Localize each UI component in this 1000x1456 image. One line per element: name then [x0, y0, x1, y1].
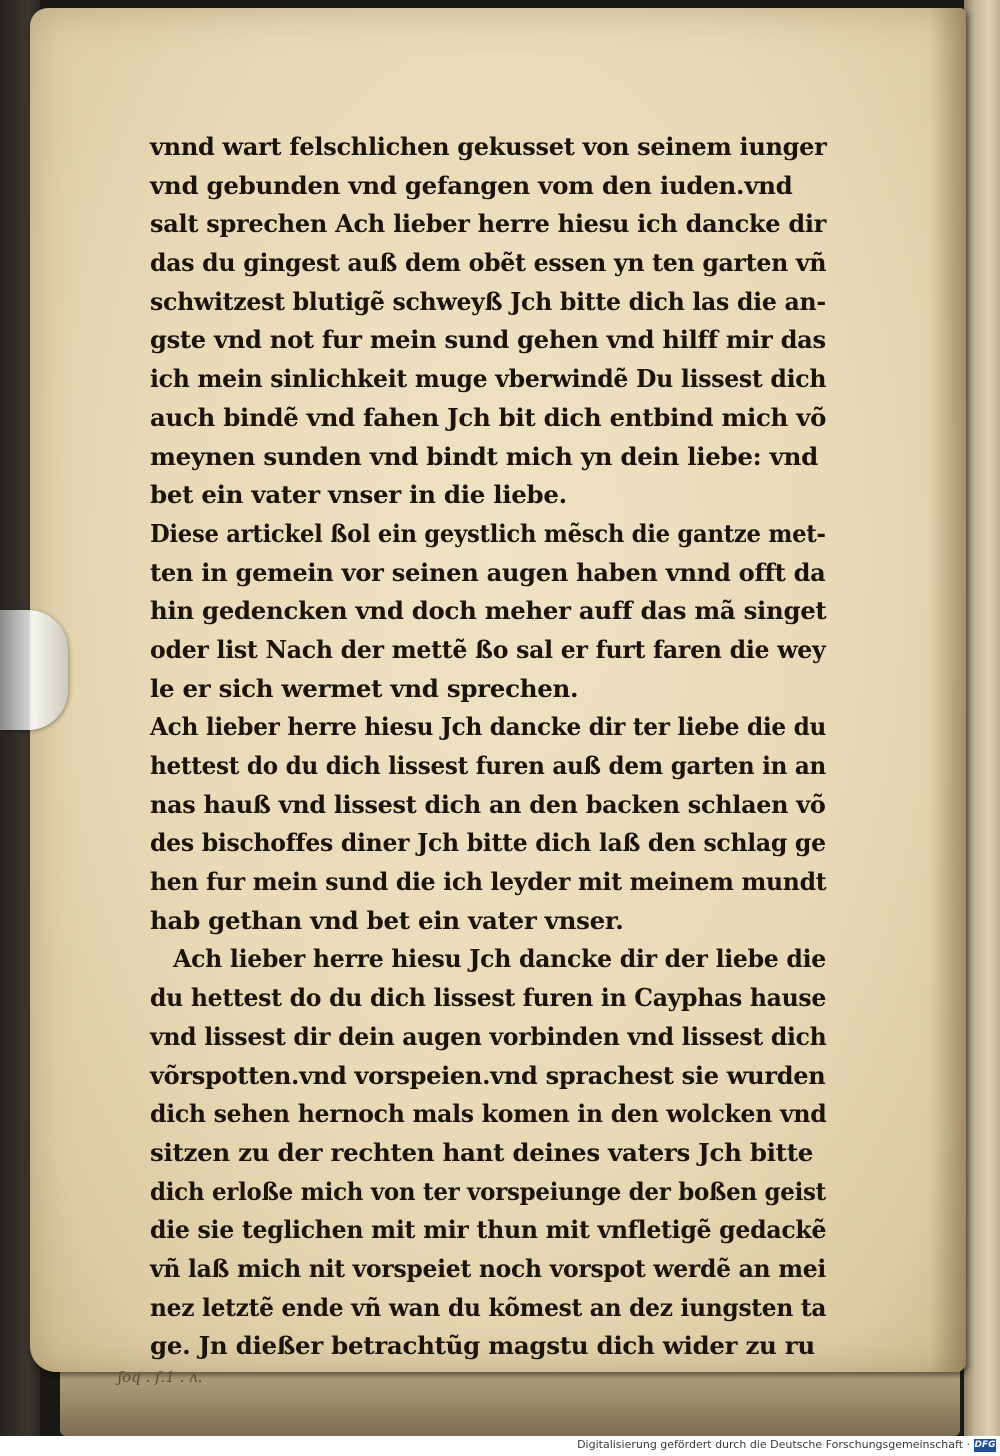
- text-line: Ach lieber herre hiesu Jch dancke dir ter liebe die du: [150, 712, 827, 742]
- text-line: du hettest do du dich lissest furen in Cayphas hause: [150, 983, 827, 1013]
- text-line: das du gingest auß dem obẽt essen yn ten garten vñ: [150, 248, 827, 278]
- printed-text-block: [150, 128, 826, 1366]
- text-line: salt sprechen Ach lieber herre hiesu ich dancke dir: [150, 209, 827, 239]
- text-line: ich mein sinlichkeit muge vberwindẽ Du lissest dich: [150, 364, 827, 394]
- digitization-credit: Digitalisierung gefördert durch die Deutsche Forschungsgemeinschaft ·: [577, 1438, 970, 1451]
- text-line: auch bindẽ vnd fahen Jch bit dich entbind mich võ: [150, 402, 827, 432]
- edge-handwritten-note: ʃoq . ſ.1 . ʌ.: [118, 1368, 203, 1386]
- text-line: nez letztẽ ende vñ wan du kõmest an dez iungsten ta: [150, 1292, 827, 1322]
- text-line: bet ein vater vnser in die liebe.: [150, 480, 567, 510]
- text-line: hen fur mein sund die ich leyder mit meinem mundt: [150, 867, 827, 897]
- text-line: oder list Nach der mettẽ ßo sal er furt faren die wey: [150, 634, 826, 664]
- text-line: hab gethan vnd bet ein vater vnser.: [150, 905, 624, 935]
- text-line: hettest do du dich lissest furen auß dem garten in an: [150, 751, 827, 780]
- text-line: des bischoffes diner Jch bitte dich laß den schlag ge: [150, 828, 826, 858]
- dfg-logo: DFG: [974, 1440, 996, 1450]
- page-holder-clip: [0, 610, 68, 730]
- text-line: ten in gemein vor seinen augen haben vnnd offt da: [150, 557, 826, 587]
- text-line: vnd gebunden vnd gefangen vom den iuden.vnd: [150, 170, 793, 200]
- text-line: le er sich wermet vnd sprechen.: [150, 673, 579, 703]
- text-line: Diese artickel ßol ein geystlich mẽsch die gantze met-: [150, 518, 826, 548]
- text-line: meynen sunden vnd bindt mich yn dein liebe: vnd: [150, 441, 818, 471]
- page-gutter-shadow: [930, 8, 966, 1372]
- facing-page-edge: [964, 0, 1000, 1436]
- text-line: dich erloße mich von ter vorspeiunge der boßen geist: [150, 1176, 826, 1206]
- text-line: nas hauß vnd lissest dich an den backen schlaen võ: [150, 789, 826, 819]
- text-line: schwitzest blutigẽ schweyß Jch bitte dich las die an-: [150, 286, 826, 316]
- text-line: sitzen zu der rechten hant deines vaters Jch bitte: [150, 1137, 813, 1167]
- text-line: vñ laß mich nit vorspeiet noch vorspot werdẽ an mei: [150, 1253, 827, 1283]
- text-line: gste vnd not fur mein sund gehen vnd hilff mir das: [150, 325, 826, 355]
- text-line: vnd lissest dir dein augen vorbinden vnd lissest dich: [150, 1021, 827, 1051]
- text-line: vnnd wart felschlichen gekusset von seinem iunger: [150, 132, 827, 161]
- text-line: hin gedencken vnd doch meher auff das mã singet: [150, 596, 827, 626]
- text-line: võrspotten.vnd vorspeien.vnd sprachest sie wurden: [150, 1060, 826, 1090]
- text-line: die sie teglichen mit mir thun mit vnfletigẽ gedackẽ: [150, 1215, 827, 1245]
- text-line: dich sehen hernoch mals komen in den wolcken vnd: [150, 1099, 827, 1129]
- text-line: ge. Jn dießer betrachtũg magstu dich wider zu ru: [150, 1331, 815, 1361]
- text-line: Ach lieber herre hiesu Jch dancke dir der liebe die: [173, 944, 827, 974]
